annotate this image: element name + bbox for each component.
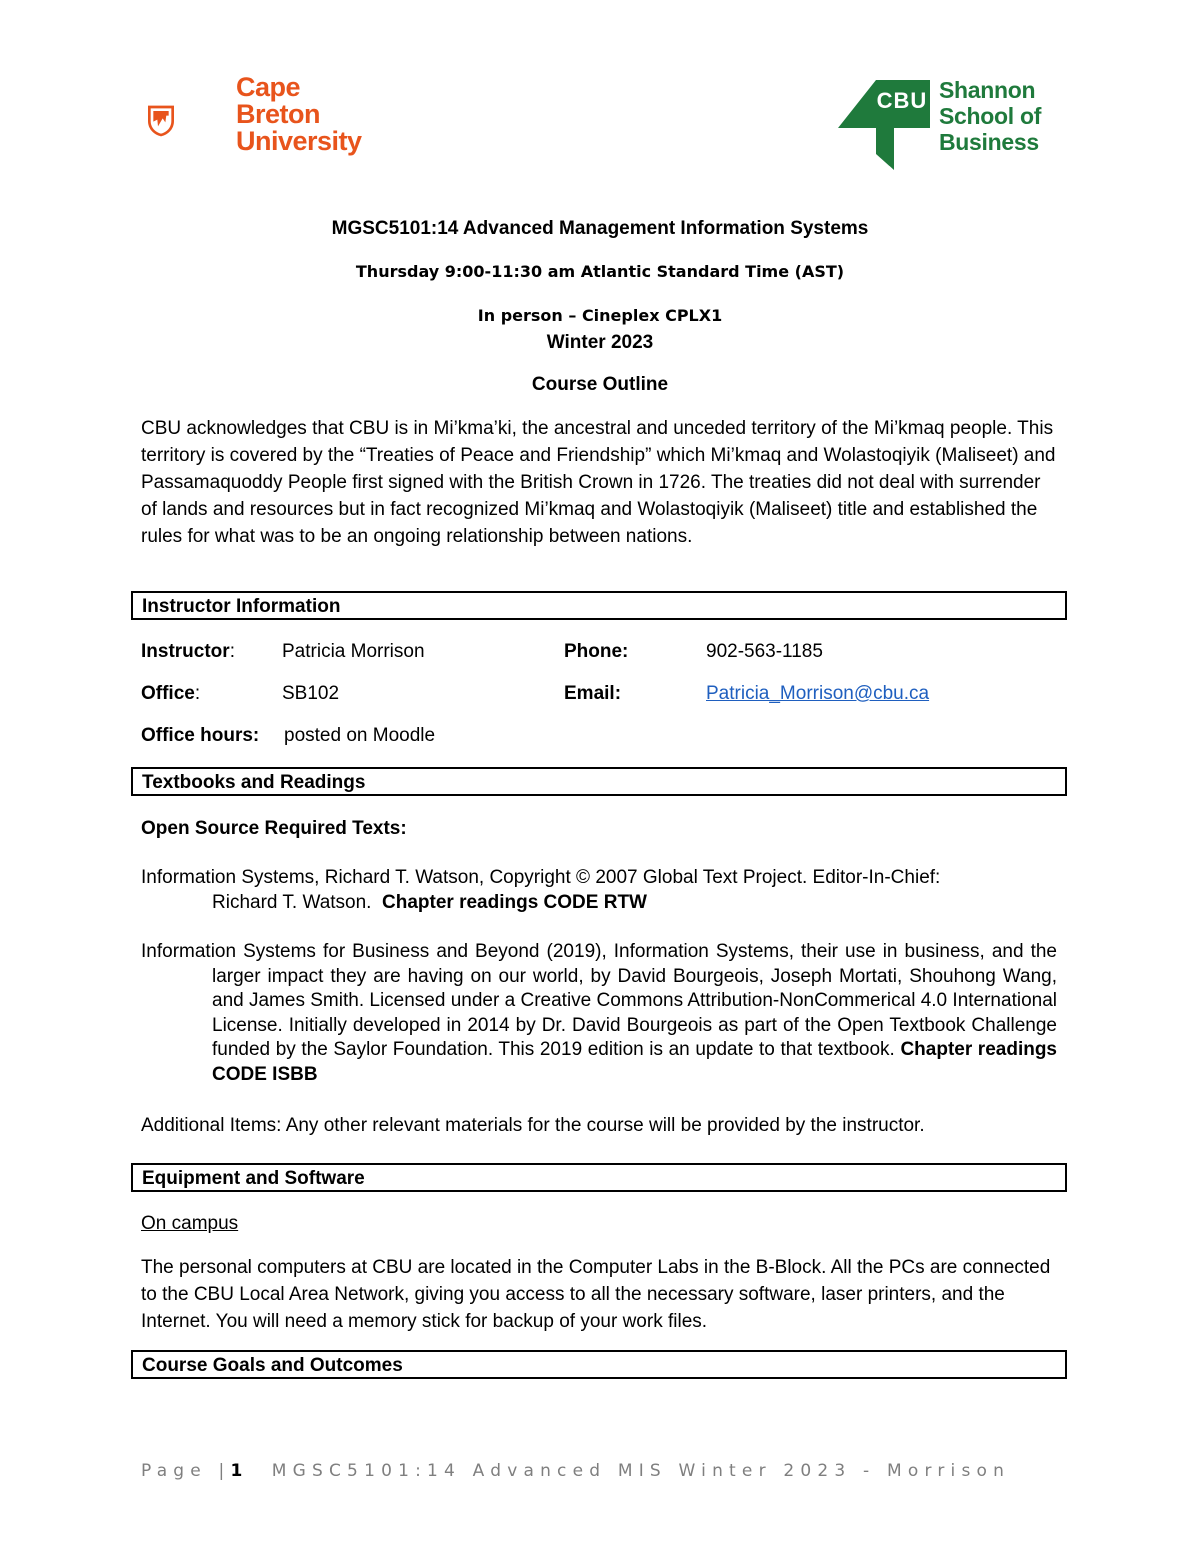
office-label-colon: : (194, 683, 201, 704)
email-label: Email: (564, 683, 622, 704)
footer-page-label: Page | (141, 1461, 231, 1481)
reference-bourgeois-code: Chapter readings CODE ISBB (212, 1039, 1058, 1085)
course-location: In person – Cineplex CPLX1 (477, 306, 723, 325)
cbu-flag-icon (838, 78, 934, 172)
section-equipment-and-software (131, 1163, 1067, 1192)
reference-watson (141, 866, 1057, 915)
page-footer (141, 1461, 1010, 1481)
phone-label: Phone: (564, 641, 629, 662)
course-term: Winter 2023 (546, 332, 654, 353)
cbu-logo-line-1: Cape (236, 72, 301, 102)
on-campus-subheading: On campus (141, 1213, 239, 1234)
section-course-goals-and-outcomes (131, 1350, 1067, 1379)
cbu-shield-icon (148, 76, 228, 166)
instructor-label-colon: : (229, 641, 235, 662)
ssb-logo-mark: CBU (876, 88, 928, 113)
document-type: Course Outline (531, 374, 669, 395)
office-label-text: Office (141, 683, 195, 704)
course-schedule: Thursday 9:00-11:30 am Atlantic Standard Time (AST) (355, 262, 845, 281)
office-hours-label: Office hours: (141, 725, 260, 746)
office-value: SB102 (282, 683, 340, 704)
additional-items: Additional Items: Any other relevant materials for the course will be provided by the instructor. (141, 1115, 925, 1136)
cbu-logo-line-3: University (236, 126, 362, 156)
section-heading: Instructor Information (142, 596, 341, 617)
email-link[interactable]: Patricia_Morrison@cbu.ca (706, 683, 930, 704)
ssb-logo-line-2: School of (939, 103, 1042, 129)
section-instructor-information (131, 591, 1067, 620)
reference-watson-line-1: Information Systems, Richard T. Watson, Copyright © 2007 Global Text Project. Editor-In-Chief: (141, 867, 941, 888)
reference-bourgeois (141, 940, 1057, 1087)
ssb-logo-line-1: Shannon (939, 77, 1036, 103)
required-texts-heading: Open Source Required Texts: (141, 818, 407, 839)
reference-watson-line-2: Richard T. Watson. (212, 891, 372, 913)
reference-watson-code: Chapter readings CODE RTW (382, 891, 647, 913)
section-heading: Course Goals and Outcomes (142, 1355, 403, 1376)
cbu-logo-text (236, 74, 362, 155)
ssb-logo-line-3: Business (939, 129, 1039, 155)
section-heading: Equipment and Software (142, 1168, 365, 1189)
course-title: MGSC5101:14 Advanced Management Information Systems (331, 218, 869, 239)
land-acknowledgement-text: CBU acknowledges that CBU is in Mi’kma’ki, the ancestral and unceded territory of the Mi’kmaq people. This territory is covered by the “Treaties of Peace and Friendship” which Mi’kmaq and Wolastoqiyik (Maliseet) and Passamaquoddy People first signed with the British Crown in 1726. The treaties did not deal with surrender of lands and resources but in fact recognized Mi’kmaq and Wolastoqiyik (Maliseet) title and established the rules for what was to be an ongoing relationship between nations. (141, 418, 1056, 547)
footer-running-title: MGSC5101:14 Advanced MIS Winter 2023 - Morrison (271, 1461, 1011, 1481)
instructor-label (141, 641, 235, 663)
office-hours-value: posted on Moodle (284, 725, 436, 746)
reference-bourgeois-text: Information Systems for Business and Beyond (2019), Information Systems, their use in business, and the larger impact they are having on our world, by David Bourgeois, Joseph Mortati, Shouhong Wang, and James Smith. Licensed under a Creative Commons Attribution-NonCommerical 4.0 International License. Initially developed in 2014 by Dr. David Bourgeois as part of the Open Textbook Challenge funded by the Saylor Foundation. This 2019 edition is an update to that textbook. (141, 941, 1057, 1060)
ssb-logo-text (939, 77, 1041, 155)
footer-page-number: 1 (230, 1461, 249, 1481)
phone-value: 902-563-1185 (706, 641, 823, 662)
office-label (141, 683, 200, 705)
instructor-name: Patricia Morrison (282, 641, 425, 662)
section-heading: Textbooks and Readings (142, 772, 366, 793)
section-textbooks-and-readings (131, 767, 1067, 796)
land-acknowledgement (141, 415, 1059, 550)
equipment-paragraph (141, 1254, 1059, 1335)
instructor-label-text: Instructor (141, 641, 230, 662)
cbu-logo-line-2: Breton (236, 99, 320, 129)
equipment-body: The personal computers at CBU are located in the Computer Labs in the B-Block. All the PCs are connected to the CBU Local Area Network, giving you access to all the necessary software, laser printers, and the Internet. You will need a memory stick for backup of your work files. (141, 1257, 1051, 1332)
